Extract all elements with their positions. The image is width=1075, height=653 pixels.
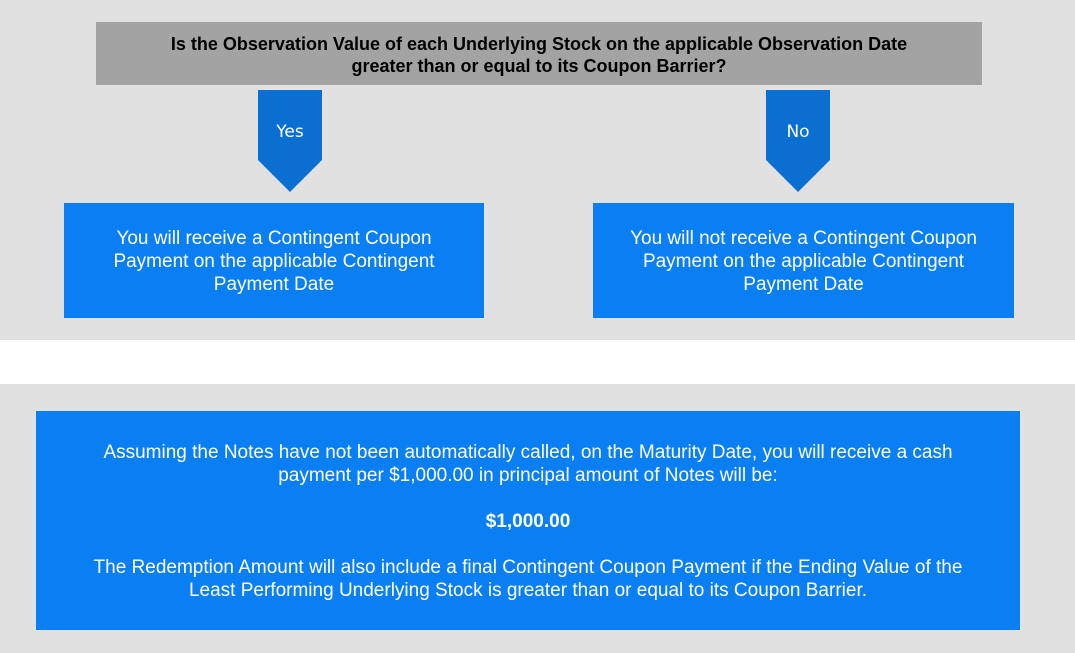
no-outcome-line-2: Payment on the applicable Contingent: [642, 251, 965, 272]
yes-outcome-box: [64, 203, 484, 318]
question-line-2: greater than or equal to its Coupon Barrier?: [351, 56, 727, 76]
maturity-intro-line-1: Assuming the Notes have not been automatically called, on the Maturity Date, you will receive a cash: [103, 442, 953, 463]
no-outcome-line-1: You will not receive a Contingent Coupon: [630, 228, 977, 249]
yes-outcome-line-1: You will receive a Contingent Coupon: [116, 228, 432, 249]
no-arrow: [766, 90, 830, 192]
question-box: [96, 22, 982, 85]
maturity-note-line-1: The Redemption Amount will also include a final Contingent Coupon Payment if the Ending Value of the: [93, 557, 963, 578]
yes-label: Yes: [276, 122, 304, 142]
maturity-box: [36, 411, 1020, 630]
no-outcome-box: [593, 203, 1014, 318]
yes-arrow: [258, 90, 322, 192]
yes-outcome-line-2: Payment on the applicable Contingent: [113, 251, 435, 272]
no-label: No: [786, 122, 810, 142]
maturity-amount: $1,000.00: [485, 511, 571, 532]
yes-outcome-line-3: Payment Date: [213, 274, 335, 295]
question-line-1: Is the Observation Value of each Underlying Stock on the applicable Observation Date: [170, 34, 908, 54]
no-outcome-line-3: Payment Date: [743, 274, 864, 295]
maturity-intro-line-2: payment per $1,000.00 in principal amount of Notes will be:: [278, 465, 778, 486]
maturity-note-line-2: Least Performing Underlying Stock is greater than or equal to its Coupon Barrier.: [188, 580, 868, 601]
